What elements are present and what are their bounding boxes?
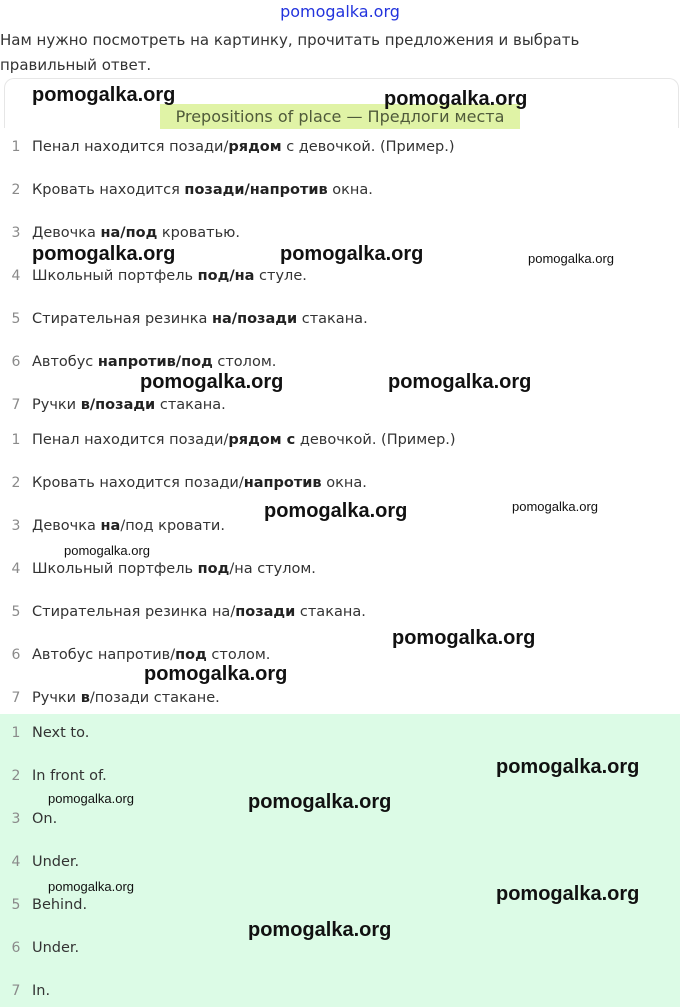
text-part: Кровать находится [32, 182, 185, 198]
item-text [32, 311, 368, 327]
text-part: Under. [32, 940, 80, 956]
watermark: pomogalka.org [496, 756, 640, 778]
item-number: 5 [11, 604, 21, 620]
bold-choice: напротив/под [97, 354, 213, 370]
text-part: /на стулом. [229, 561, 316, 577]
item-text [32, 811, 57, 827]
item-text [32, 475, 367, 491]
text-part: Школьный портфель [32, 561, 198, 577]
item-text [32, 225, 240, 241]
list-item [0, 686, 680, 714]
list-item [0, 721, 680, 749]
bold-choice: в [80, 690, 90, 706]
text-part: Девочка [32, 225, 101, 241]
item-number: 4 [11, 268, 21, 284]
bold-choice: напротив [243, 475, 322, 491]
watermark: pomogalka.org [248, 919, 392, 941]
text-part: Under. [32, 854, 80, 870]
item-text [32, 182, 373, 198]
list-item [0, 600, 680, 628]
list-item [0, 557, 680, 585]
text-part: In front of. [32, 768, 107, 784]
item-text [32, 690, 220, 706]
item-text [32, 768, 107, 784]
watermark: pomogalka.org [280, 243, 424, 265]
item-text [32, 139, 455, 155]
item-number: 4 [11, 561, 21, 577]
site-link[interactable]: pomogalka.org [280, 2, 400, 21]
item-number: 3 [11, 518, 21, 534]
item-number: 4 [11, 854, 21, 870]
list-item [0, 135, 680, 163]
item-number: 7 [11, 397, 21, 413]
list-item [0, 979, 680, 1007]
item-text [32, 561, 316, 577]
text-part: Стирательная резинка [32, 311, 212, 327]
text-part: окна. [321, 475, 367, 491]
item-number: 1 [11, 725, 21, 741]
bold-choice: на/позади [211, 311, 298, 327]
text-part: /под кровати. [120, 518, 225, 534]
item-number: 1 [11, 432, 21, 448]
bold-choice: на/под [100, 225, 158, 241]
item-number: 3 [11, 225, 21, 241]
item-text [32, 604, 366, 620]
bold-choice: рядом [228, 139, 282, 155]
text-part: столом. [212, 354, 277, 370]
watermark: pomogalka.org [144, 663, 288, 685]
item-text [32, 432, 456, 448]
watermark: pomogalka.org [384, 88, 528, 110]
text-part: Behind. [32, 897, 88, 913]
section-title: Prepositions of place — Предлоги места [160, 104, 520, 129]
text-part: Пенал находится позади/ [32, 432, 229, 448]
item-text [32, 647, 270, 663]
item-text [32, 268, 307, 284]
watermark: pomogalka.org [64, 543, 150, 558]
text-part: стакана. [297, 311, 368, 327]
bold-choice: позади/напротив [184, 182, 328, 198]
text-part: Кровать находится позади/ [32, 475, 244, 491]
item-number: 6 [11, 647, 21, 663]
item-text [32, 940, 79, 956]
list-item [0, 307, 680, 335]
text-part: Ручки [32, 690, 81, 706]
item-text [32, 897, 87, 913]
text-part: Автобус [32, 354, 98, 370]
list-item [0, 393, 680, 421]
text-part: Next to. [32, 725, 90, 741]
item-text [32, 354, 276, 370]
item-number: 2 [11, 768, 21, 784]
watermark: pomogalka.org [140, 371, 284, 393]
intro-text: Нам нужно посмотреть на картинку, прочитать предложения и выбрать правильный ответ. [0, 31, 580, 74]
text-part: Девочка [32, 518, 101, 534]
item-text [32, 854, 79, 870]
watermark: pomogalka.org [528, 251, 614, 266]
text-part: стакана. [155, 397, 226, 413]
list-item [0, 428, 680, 456]
watermark: pomogalka.org [248, 791, 392, 813]
item-number: 1 [11, 139, 21, 155]
list-item [0, 850, 680, 878]
item-number: 7 [11, 983, 21, 999]
item-number: 3 [11, 811, 21, 827]
bold-choice: на [100, 518, 121, 534]
item-number: 5 [11, 311, 21, 327]
list-item [0, 350, 680, 378]
watermark: pomogalka.org [264, 500, 408, 522]
text-part: стуле. [254, 268, 307, 284]
watermark: pomogalka.org [32, 243, 176, 265]
bold-choice: рядом с [228, 432, 296, 448]
text-part: кроватью. [157, 225, 240, 241]
item-text [32, 518, 225, 534]
item-text [32, 725, 89, 741]
bold-choice: под [175, 647, 207, 663]
text-part: окна. [327, 182, 373, 198]
watermark: pomogalka.org [496, 883, 640, 905]
item-number: 6 [11, 354, 21, 370]
item-number: 7 [11, 690, 21, 706]
watermark: pomogalka.org [32, 84, 176, 106]
list-item [0, 643, 680, 671]
item-text [32, 983, 50, 999]
watermark: pomogalka.org [512, 499, 598, 514]
item-number: 6 [11, 940, 21, 956]
watermark: pomogalka.org [392, 627, 536, 649]
text-part: девочкой. (Пример.) [295, 432, 456, 448]
item-number: 2 [11, 182, 21, 198]
bold-choice: под [197, 561, 230, 577]
text-part: Школьный портфель [32, 268, 198, 284]
text-part: с девочкой. (Пример.) [281, 139, 455, 155]
bold-choice: в/позади [80, 397, 156, 413]
bold-choice: позади [235, 604, 296, 620]
text-part: стакана. [295, 604, 366, 620]
text-part: Автобус напротив/ [32, 647, 176, 663]
watermark: pomogalka.org [388, 371, 532, 393]
text-part: On. [32, 811, 58, 827]
item-text [32, 397, 226, 413]
watermark: pomogalka.org [48, 791, 134, 806]
watermark: pomogalka.org [48, 879, 134, 894]
list-item [0, 264, 680, 292]
list-item [0, 178, 680, 206]
item-number: 5 [11, 897, 21, 913]
bold-choice: под/на [197, 268, 255, 284]
list-item [0, 471, 680, 499]
item-number: 2 [11, 475, 21, 491]
text-part: Стирательная резинка на/ [32, 604, 236, 620]
text-part: /позади стакане. [89, 690, 220, 706]
text-part: In. [32, 983, 51, 999]
text-part: Ручки [32, 397, 81, 413]
text-part: Пенал находится позади/ [32, 139, 229, 155]
text-part: столом. [206, 647, 271, 663]
